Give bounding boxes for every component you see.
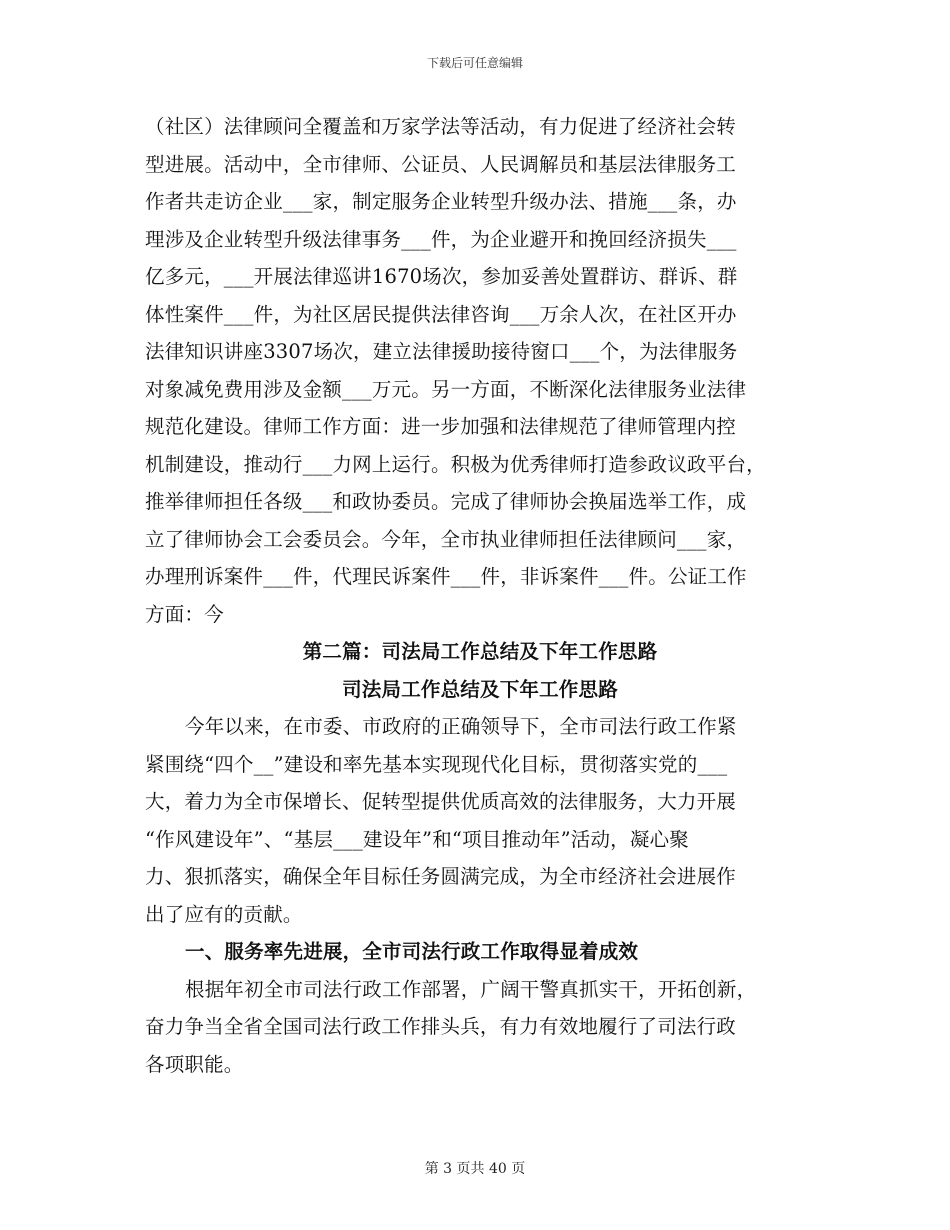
body-line: 立了律师协会工会委员会。今年，全市执业律师担任法律顾问___家， xyxy=(145,527,747,551)
body-line: 推举律师担任各级___和政协委员。完成了律师协会换届选举工作，成 xyxy=(145,490,747,513)
body-line: 规范化建设。律师工作方面：进一步加强和法律规范了律师管理内控 xyxy=(145,415,737,438)
paragraph-line: 力、狠抓落实，确保全年目标任务圆满完成，为全市经济社会进展作 xyxy=(145,865,737,888)
body-line: 体性案件___件，为社区居民提供法律咨询___万余人次，在社区开办 xyxy=(145,302,737,326)
section-title: 第二篇：司法局工作总结及下年工作思路 xyxy=(302,640,658,663)
document-body xyxy=(145,108,815,1083)
body-line: 型进展。活动中，全市律师、公证员、人民调解员和基层法律服务工 xyxy=(145,152,737,176)
page-header: 下载后可任意编辑 xyxy=(426,56,523,70)
body-line: 亿多元，___开展法律巡讲1670场次，参加妥善处置群访、群诉、群 xyxy=(145,265,738,288)
body-line: （社区）法律顾问全覆盖和万家学法等活动，有力促进了经济社会转 xyxy=(145,115,737,138)
paragraph-line: 大，着力为全市保增长、促转型提供优质高效的法律服务，大力开展 xyxy=(145,790,737,813)
body-line: 机制建设，推动行___力网上运行。积极为优秀律师打造参政议政平台， xyxy=(145,452,766,476)
paragraph-line: 各项职能。 xyxy=(145,1052,244,1076)
document-title: 司法局工作总结及下年工作思路 xyxy=(342,677,618,701)
paragraph-line: 紧围绕“四个__”建设和率先基本实现现代化目标，贯彻落实党的___ xyxy=(145,752,728,776)
paragraph-line: “作风建设年”、“基层___建设年”和“项目推动年”活动，凝心聚 xyxy=(145,827,689,851)
paragraph-line: 出了应有的贡献。 xyxy=(145,902,303,926)
body-line: 对象减免费用涉及金额___万元。另一方面，不断深化法律服务业法律 xyxy=(145,377,747,401)
paragraph-line: 根据年初全市司法行政工作部署，广阔干警真抓实干，开拓创新， xyxy=(185,977,757,1001)
body-line: 作者共走访企业___家，制定服务企业转型升级办法、措施___条，办 xyxy=(145,190,737,213)
body-line: 方面：今 xyxy=(145,602,224,626)
section-heading: 一、服务率先进展，全市司法行政工作取得显着成效 xyxy=(185,940,639,963)
paragraph-line: 今年以来，在市委、市政府的正确领导下，全市司法行政工作紧 xyxy=(185,715,737,738)
body-line: 理涉及企业转型升级法律事务___件，为企业避开和挽回经济损失___ xyxy=(145,227,737,251)
body-line: 法律知识讲座3307场次，建立法律援助接待窗口___个，为法律服务 xyxy=(145,340,738,363)
paragraph-line: 奋力争当全省全国司法行政工作排头兵，有力有效地履行了司法行政 xyxy=(145,1015,737,1038)
page-footer: 第 3 页共 40 页 xyxy=(424,1161,526,1177)
body-line: 办理刑诉案件___件，代理民诉案件___件，非诉案件___件。公证工作 xyxy=(145,565,747,588)
